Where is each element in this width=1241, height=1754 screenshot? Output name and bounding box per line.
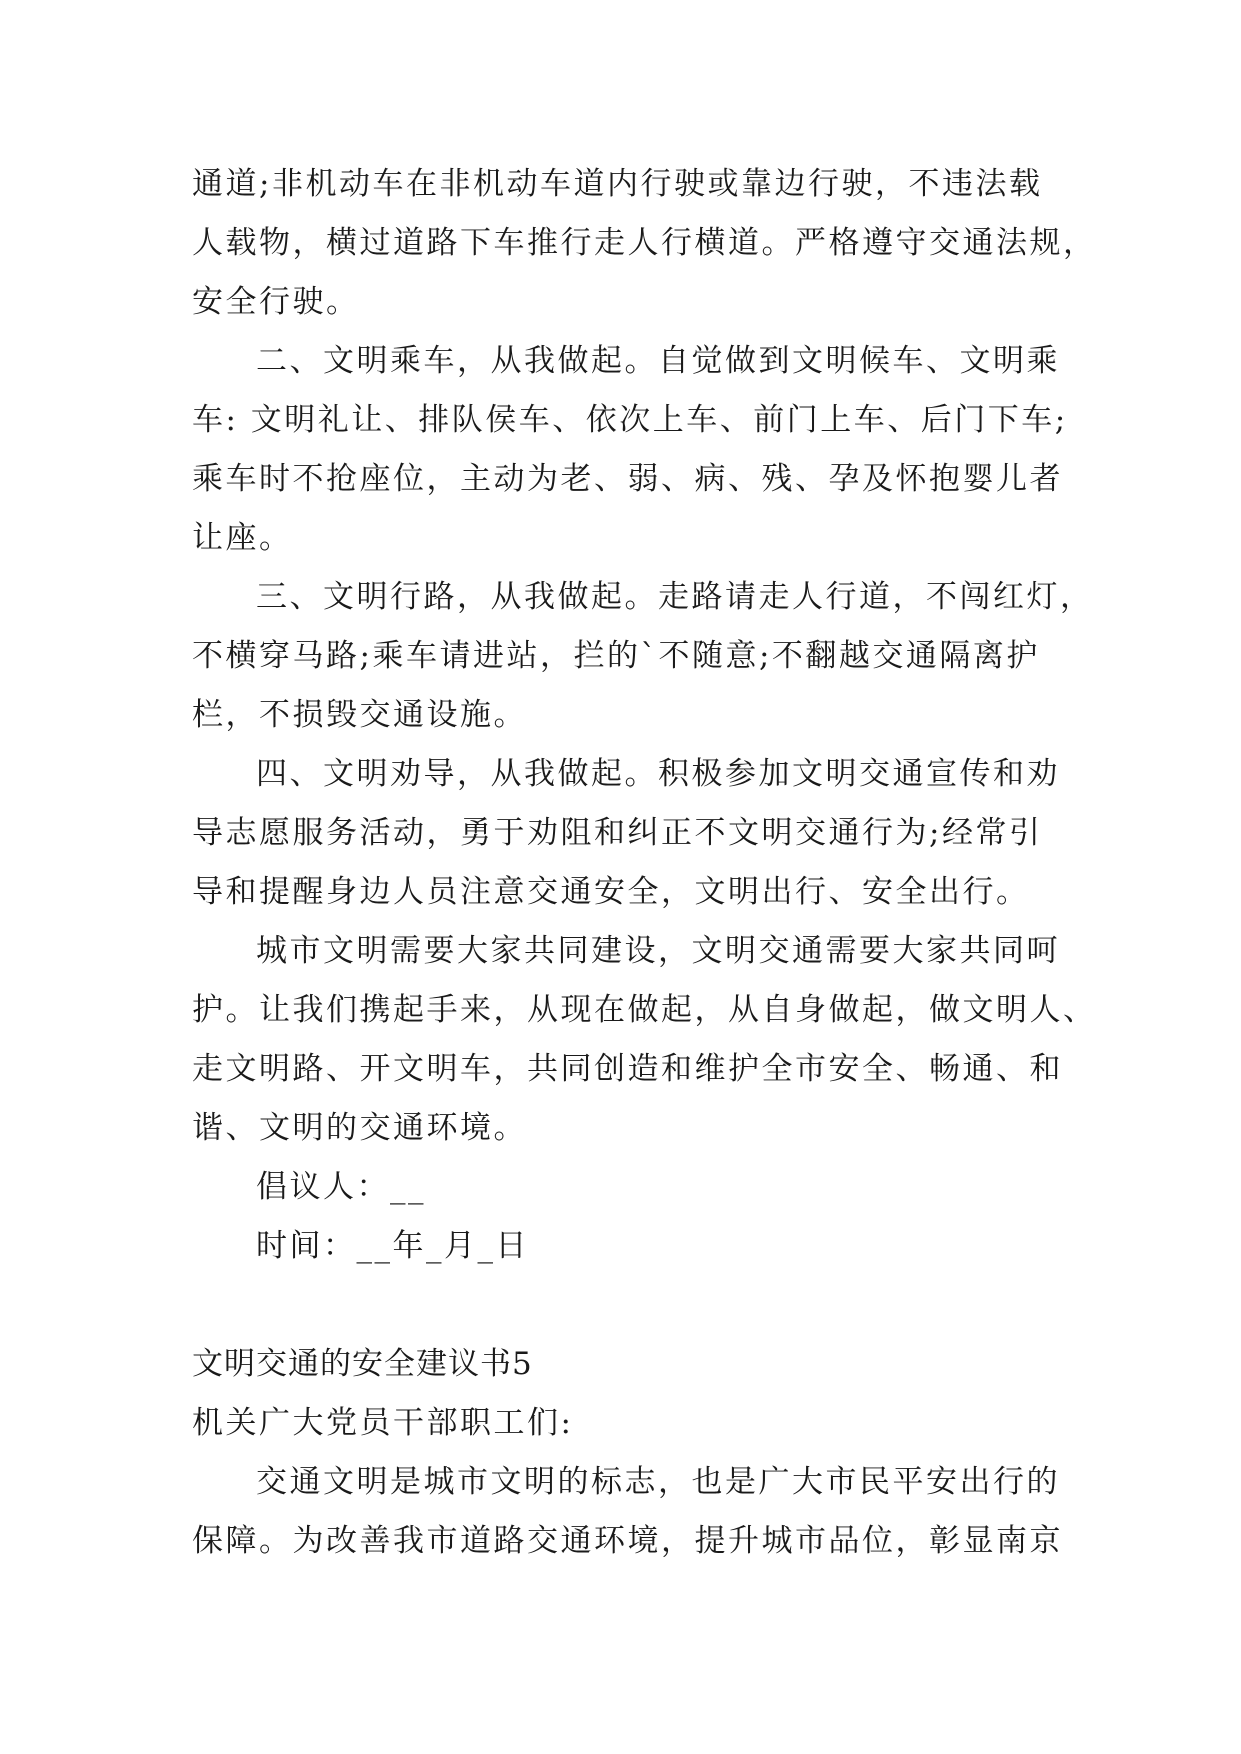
text-line: 二、文明乘车，从我做起。自觉做到文明候车、文明乘 (256, 343, 1060, 379)
text-line: 人载物，横过道路下车推行走人行横道。严格遵守交通法规， (192, 225, 1097, 261)
proposer-line: 倡议人：__ (256, 1169, 426, 1205)
text-line: 三、文明行路，从我做起。走路请走人行道，不闯红灯， (256, 579, 1094, 615)
text-line: 车: 文明礼让、排队侯车、依次上车、前门上车、后门下车; (192, 402, 1068, 438)
paragraph-civilized-persuasion (192, 745, 1060, 922)
date-line: 时间：__年_月_日 (256, 1228, 529, 1264)
text-line: 四、文明劝导，从我做起。积极参加文明交通宣传和劝 (256, 756, 1060, 792)
text-line: 栏，不损毁交通设施。 (192, 697, 527, 733)
text-line: 谐、文明的交通环境。 (192, 1110, 527, 1146)
text-line: 安全行驶。 (192, 284, 360, 320)
text-line: 通道;非机动车在非机动车道内行驶或靠边行驶，不违法载 (192, 166, 1043, 202)
paragraph-call-to-action (192, 922, 1097, 1158)
text-line: 导志愿服务活动，勇于劝阻和纠正不文明交通行为;经常引 (192, 815, 1043, 851)
paragraph-intro (192, 1453, 1063, 1571)
paragraph-civilized-walking (192, 568, 1094, 745)
text-line: 护。让我们携起手来，从现在做起，从自身做起，做文明人、 (192, 992, 1097, 1028)
section-title: 文明交通的安全建议书5 (192, 1346, 533, 1382)
text-line: 导和提醒身边人员注意交通安全，文明出行、安全出行。 (192, 874, 1030, 910)
text-line: 交通文明是城市文明的标志，也是广大市民平安出行的 (256, 1464, 1060, 1500)
paragraph-civilized-riding (192, 332, 1068, 568)
blank-spacer (192, 1276, 1052, 1335)
salutation: 机关广大党员干部职工们: (192, 1405, 574, 1441)
signature-block (192, 1158, 1052, 1276)
paragraph-traffic-rules (192, 155, 1097, 332)
text-line: 走文明路、开文明车，共同创造和维护全市安全、畅通、和 (192, 1051, 1063, 1087)
text-line: 城市文明需要大家共同建设，文明交通需要大家共同呵 (256, 933, 1060, 969)
text-line: 让座。 (192, 520, 293, 556)
text-line: 乘车时不抢座位，主动为老、弱、病、残、孕及怀抱婴儿者 (192, 461, 1063, 497)
text-line: 不横穿马路;乘车请进站，拦的`不随意;不翻越交通隔离护 (192, 638, 1040, 674)
document-page (192, 155, 1097, 1571)
text-line: 保障。为改善我市道路交通环境，提升城市品位，彰显南京 (192, 1523, 1063, 1559)
